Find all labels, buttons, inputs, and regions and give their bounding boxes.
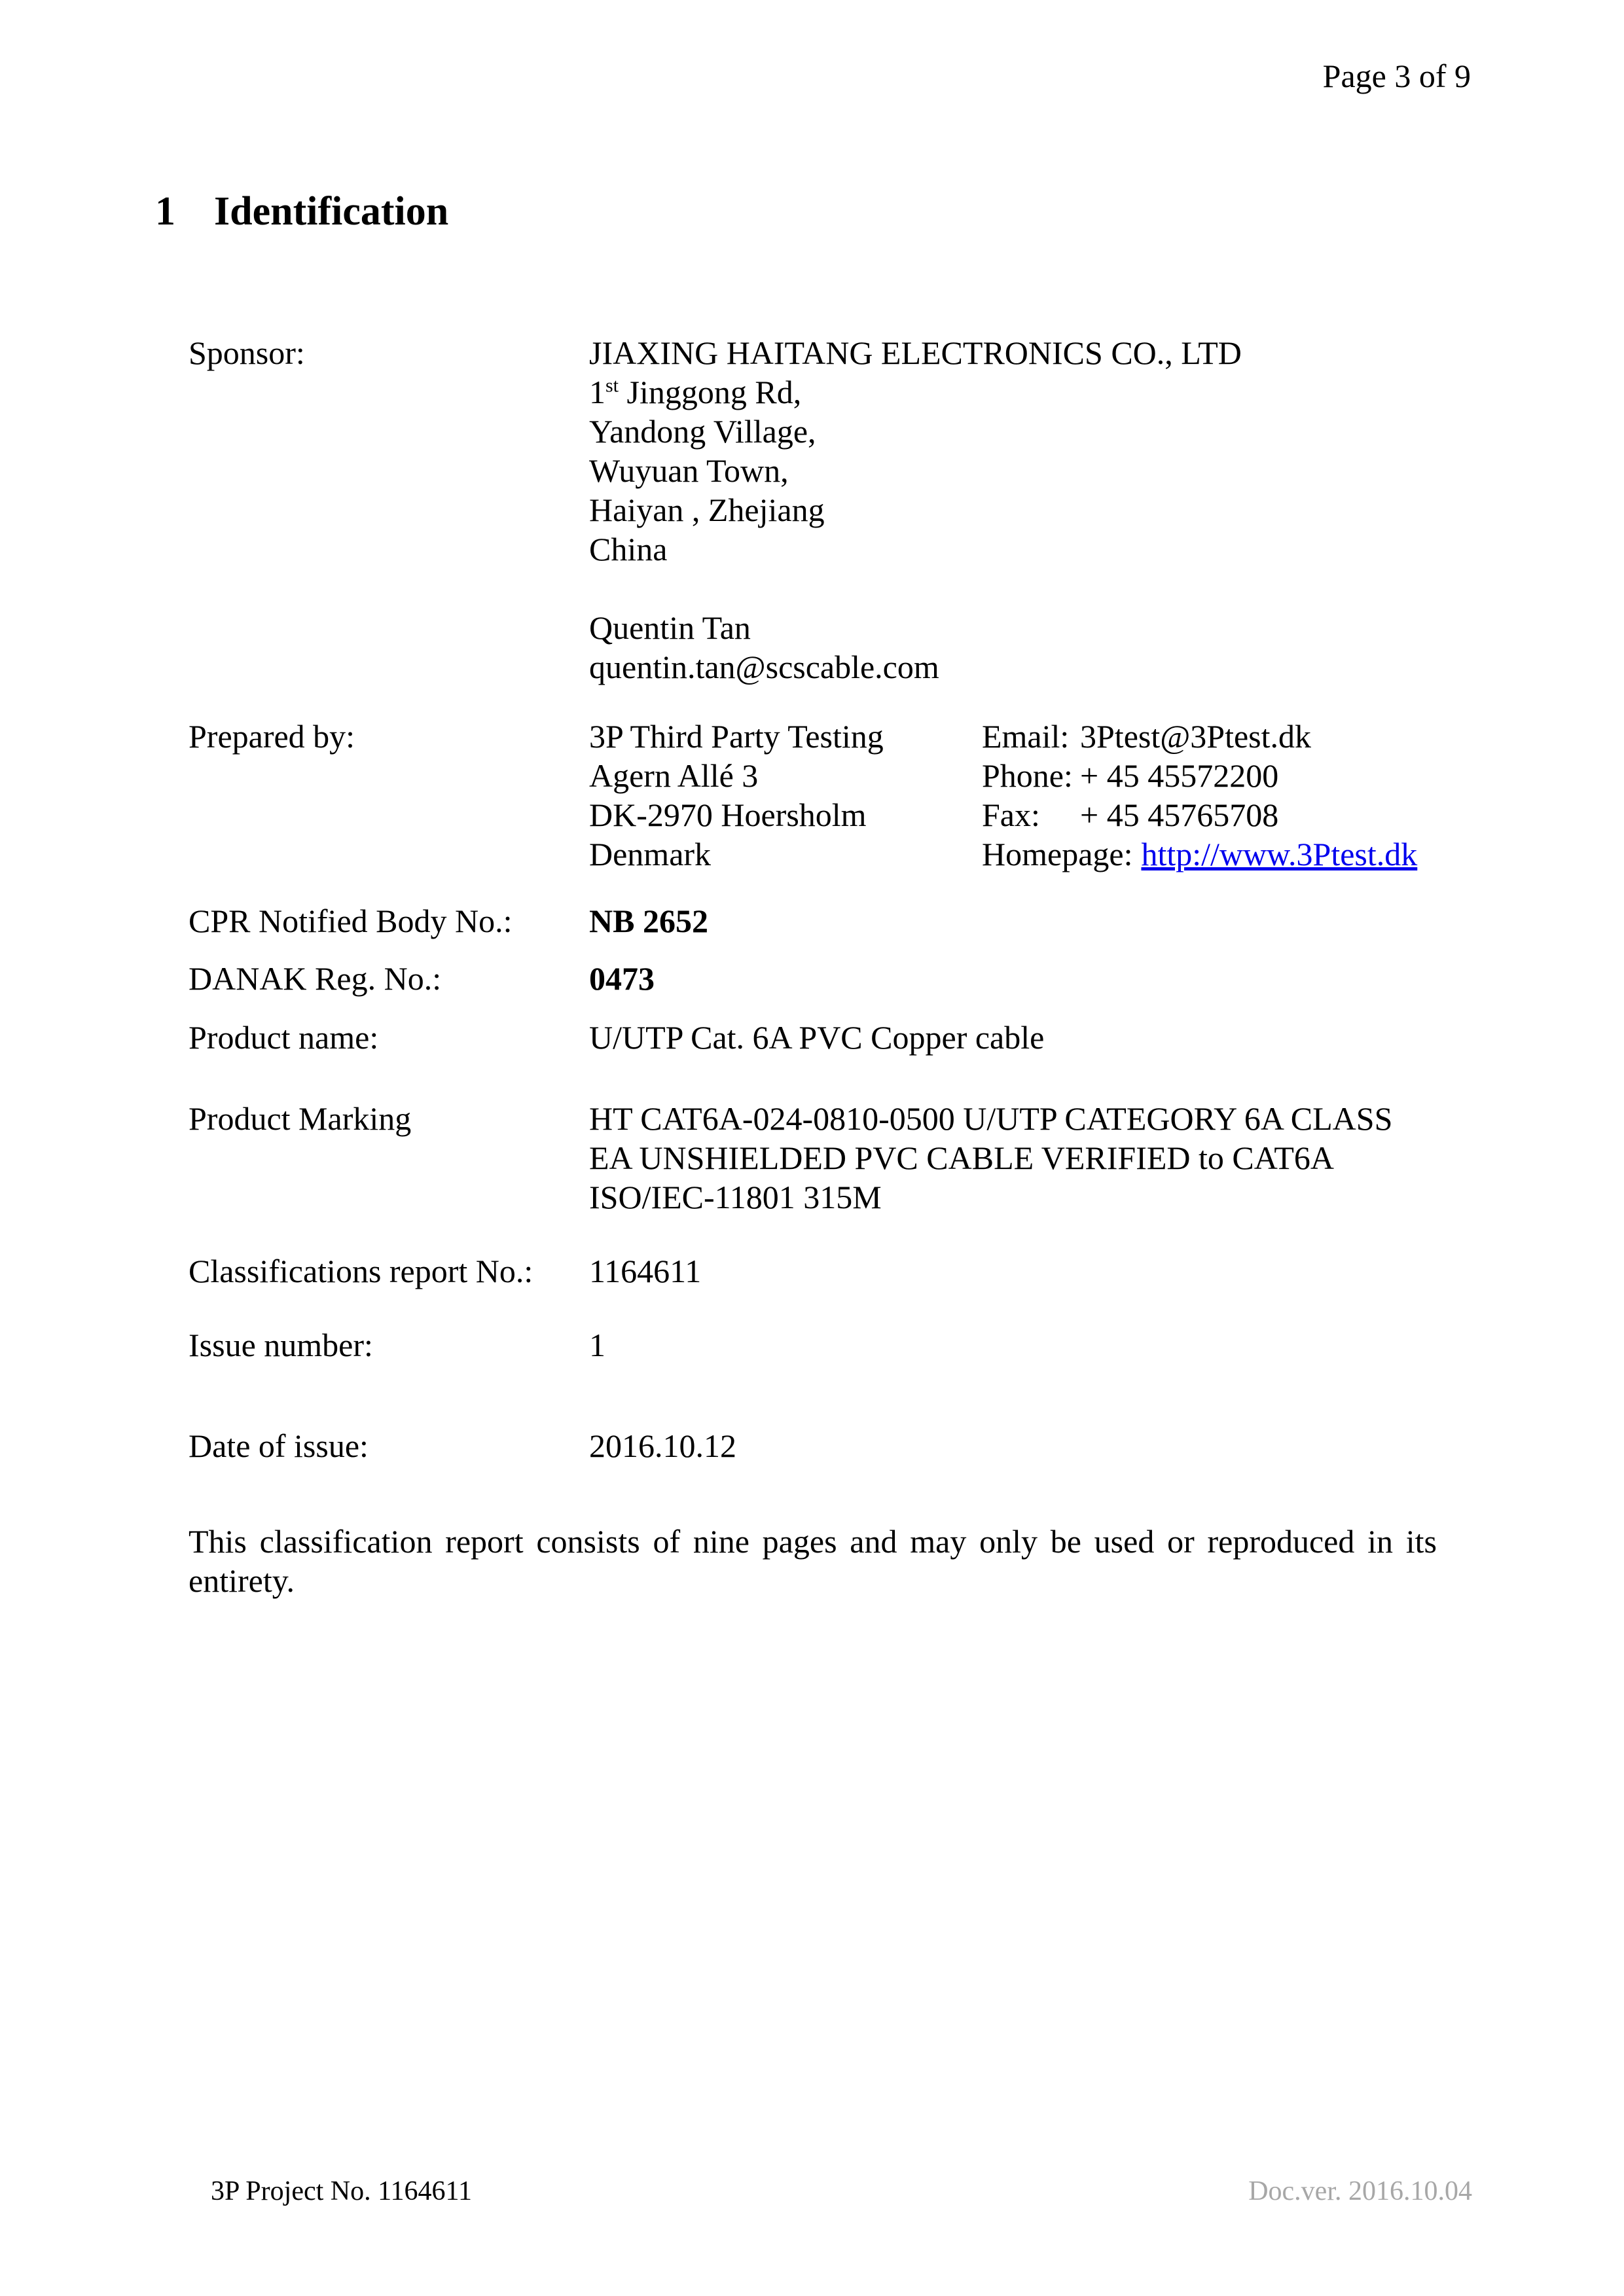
phone-value: + 45 45572200	[1080, 757, 1279, 794]
field-value: NB 2652	[589, 903, 708, 939]
field-row-product-name	[189, 1018, 1044, 1057]
sponsor-details	[589, 333, 1242, 687]
sponsor-row	[189, 333, 1242, 687]
phone-label: Phone:	[982, 757, 1073, 794]
sponsor-address-line: Wuyuan Town,	[589, 452, 789, 489]
entirety-note: This classification report consists of nine pages and may only be used or reproduced in its entirety.	[189, 1523, 1437, 1599]
sponsor-contact-name: Quentin Tan	[589, 609, 751, 646]
field-row-cpr-notified-body	[189, 901, 708, 941]
sponsor-address-line: Yandong Village,	[589, 413, 816, 450]
fax-label: Fax:	[982, 797, 1040, 833]
field-value: 1164611	[589, 1253, 702, 1289]
sponsor-address-line: China	[589, 531, 668, 567]
product-marking-line: ISO/IEC-11801 315M	[589, 1179, 882, 1215]
prepared-address-line: Agern Allé 3	[589, 757, 759, 794]
sponsor-contact-email: quentin.tan@scscable.com	[589, 649, 939, 685]
homepage-link[interactable]: http://www.3Ptest.dk	[1141, 836, 1418, 872]
field-value: 1	[589, 1327, 605, 1363]
contact-email-line	[982, 717, 1417, 756]
contact-fax-line	[982, 795, 1417, 834]
field-label: Issue number:	[189, 1327, 373, 1363]
footer-project-number: 3P Project No. 1164611	[211, 2176, 472, 2206]
field-label: Product name:	[189, 1019, 379, 1056]
prepared-address-line: 3P Third Party Testing	[589, 718, 884, 755]
field-value: 0473	[589, 960, 655, 997]
contact-phone-line	[982, 756, 1417, 795]
email-label: Email:	[982, 718, 1070, 755]
field-label: Classifications report No.:	[189, 1253, 533, 1289]
prepared-by-contacts	[982, 717, 1417, 874]
sponsor-company: JIAXING HAITANG ELECTRONICS CO., LTD	[589, 334, 1242, 371]
field-value: U/UTP Cat. 6A PVC Copper cable	[589, 1019, 1045, 1056]
product-marking-line: HT CAT6A-024-0810-0500 U/UTP CATEGORY 6A CLASS	[589, 1100, 1393, 1137]
prepared-address-line: Denmark	[589, 836, 712, 872]
field-row-product-marking	[189, 1099, 1392, 1217]
sponsor-label: Sponsor:	[189, 334, 305, 371]
page-number: Page 3 of 9	[1322, 58, 1471, 94]
sponsor-address-line-1: 1st Jinggong Rd,	[589, 374, 802, 410]
field-row-danak-reg-no	[189, 959, 655, 998]
contact-homepage-line	[982, 834, 1417, 874]
field-row-issue-number	[189, 1325, 605, 1365]
sponsor-address-line: Haiyan , Zhejiang	[589, 492, 825, 528]
product-marking-line: EA UNSHIELDED PVC CABLE VERIFIED to CAT6A	[589, 1139, 1334, 1176]
field-label: Product Marking	[189, 1100, 412, 1137]
section-heading	[155, 190, 448, 233]
field-label: CPR Notified Body No.:	[189, 903, 513, 939]
prepared-by-row	[189, 717, 1417, 874]
section-number: 1	[155, 189, 175, 234]
prepared-by-label: Prepared by:	[189, 718, 355, 755]
section-title: Identification	[214, 189, 449, 234]
fax-value: + 45 45765708	[1080, 797, 1279, 833]
field-row-classifications-report-no	[189, 1251, 701, 1291]
field-label: Date of issue:	[189, 1427, 369, 1464]
ordinal-superscript: st	[605, 374, 619, 397]
field-value: 2016.10.12	[589, 1427, 736, 1464]
field-value-product-marking	[589, 1099, 1392, 1217]
email-value: 3Ptest@3Ptest.dk	[1080, 718, 1312, 755]
homepage-label: Homepage:	[982, 836, 1133, 872]
field-row-date-of-issue	[189, 1426, 736, 1465]
footer-doc-version: Doc.ver. 2016.10.04	[1248, 2176, 1472, 2206]
field-label: DANAK Reg. No.:	[189, 960, 442, 997]
prepared-by-address	[589, 717, 982, 874]
prepared-address-line: DK-2970 Hoersholm	[589, 797, 867, 833]
